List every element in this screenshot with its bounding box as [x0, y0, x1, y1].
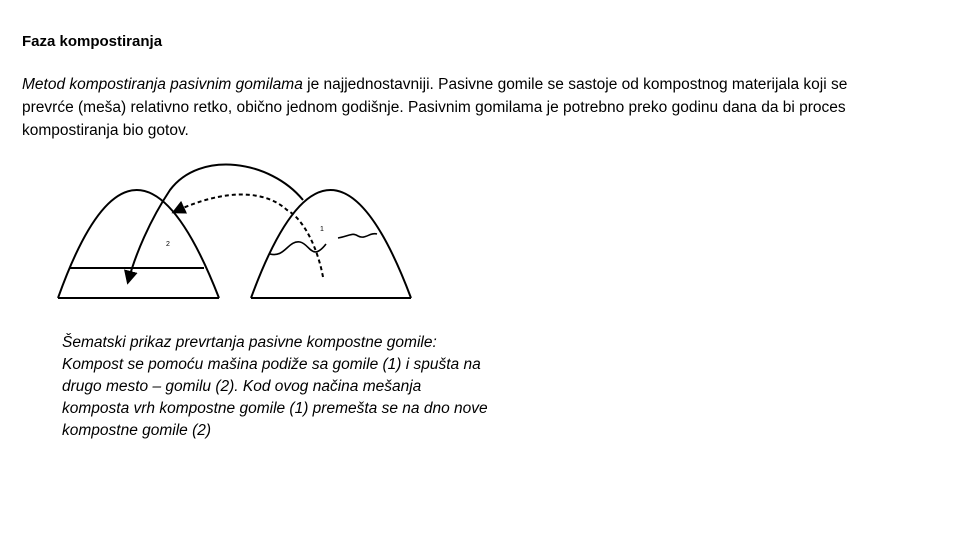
pile-2-label: 2 [166, 241, 170, 248]
wavy-line [270, 242, 326, 255]
transfer-arrow-solid [128, 165, 303, 282]
pile-2 [58, 190, 219, 298]
emphasized-term: Metod kompostiranja pasivnim gomilama [22, 76, 303, 93]
wavy-line [338, 234, 377, 238]
paragraph-text: je najjednostavniji. Pasivne gomile se sastoje od kompostnog materijala koji se prevrće (meša) relativno retko, obično jednom godišnje. Pasivnim gomilama je potrebno preko godinu dana da bi proces kompostiranja bio gotov. [22, 76, 848, 139]
transfer-arrow-dashed [174, 195, 323, 278]
diagram-caption: Šematski prikaz prevrtanja pasivne kompostne gomile: Kompost se pomoću mašina podiže sa gomile (1) i spušta na drugo mesto – gomilu (2). Kod ovog načina mešanja komposta vrh kompostne gomile (1) premešta se na dno nove kompostne gomile (2) [62, 334, 488, 439]
pile-1 [251, 190, 411, 298]
pile-1-label: 1 [320, 226, 324, 233]
page-heading: Faza kompostiranja [22, 33, 163, 50]
